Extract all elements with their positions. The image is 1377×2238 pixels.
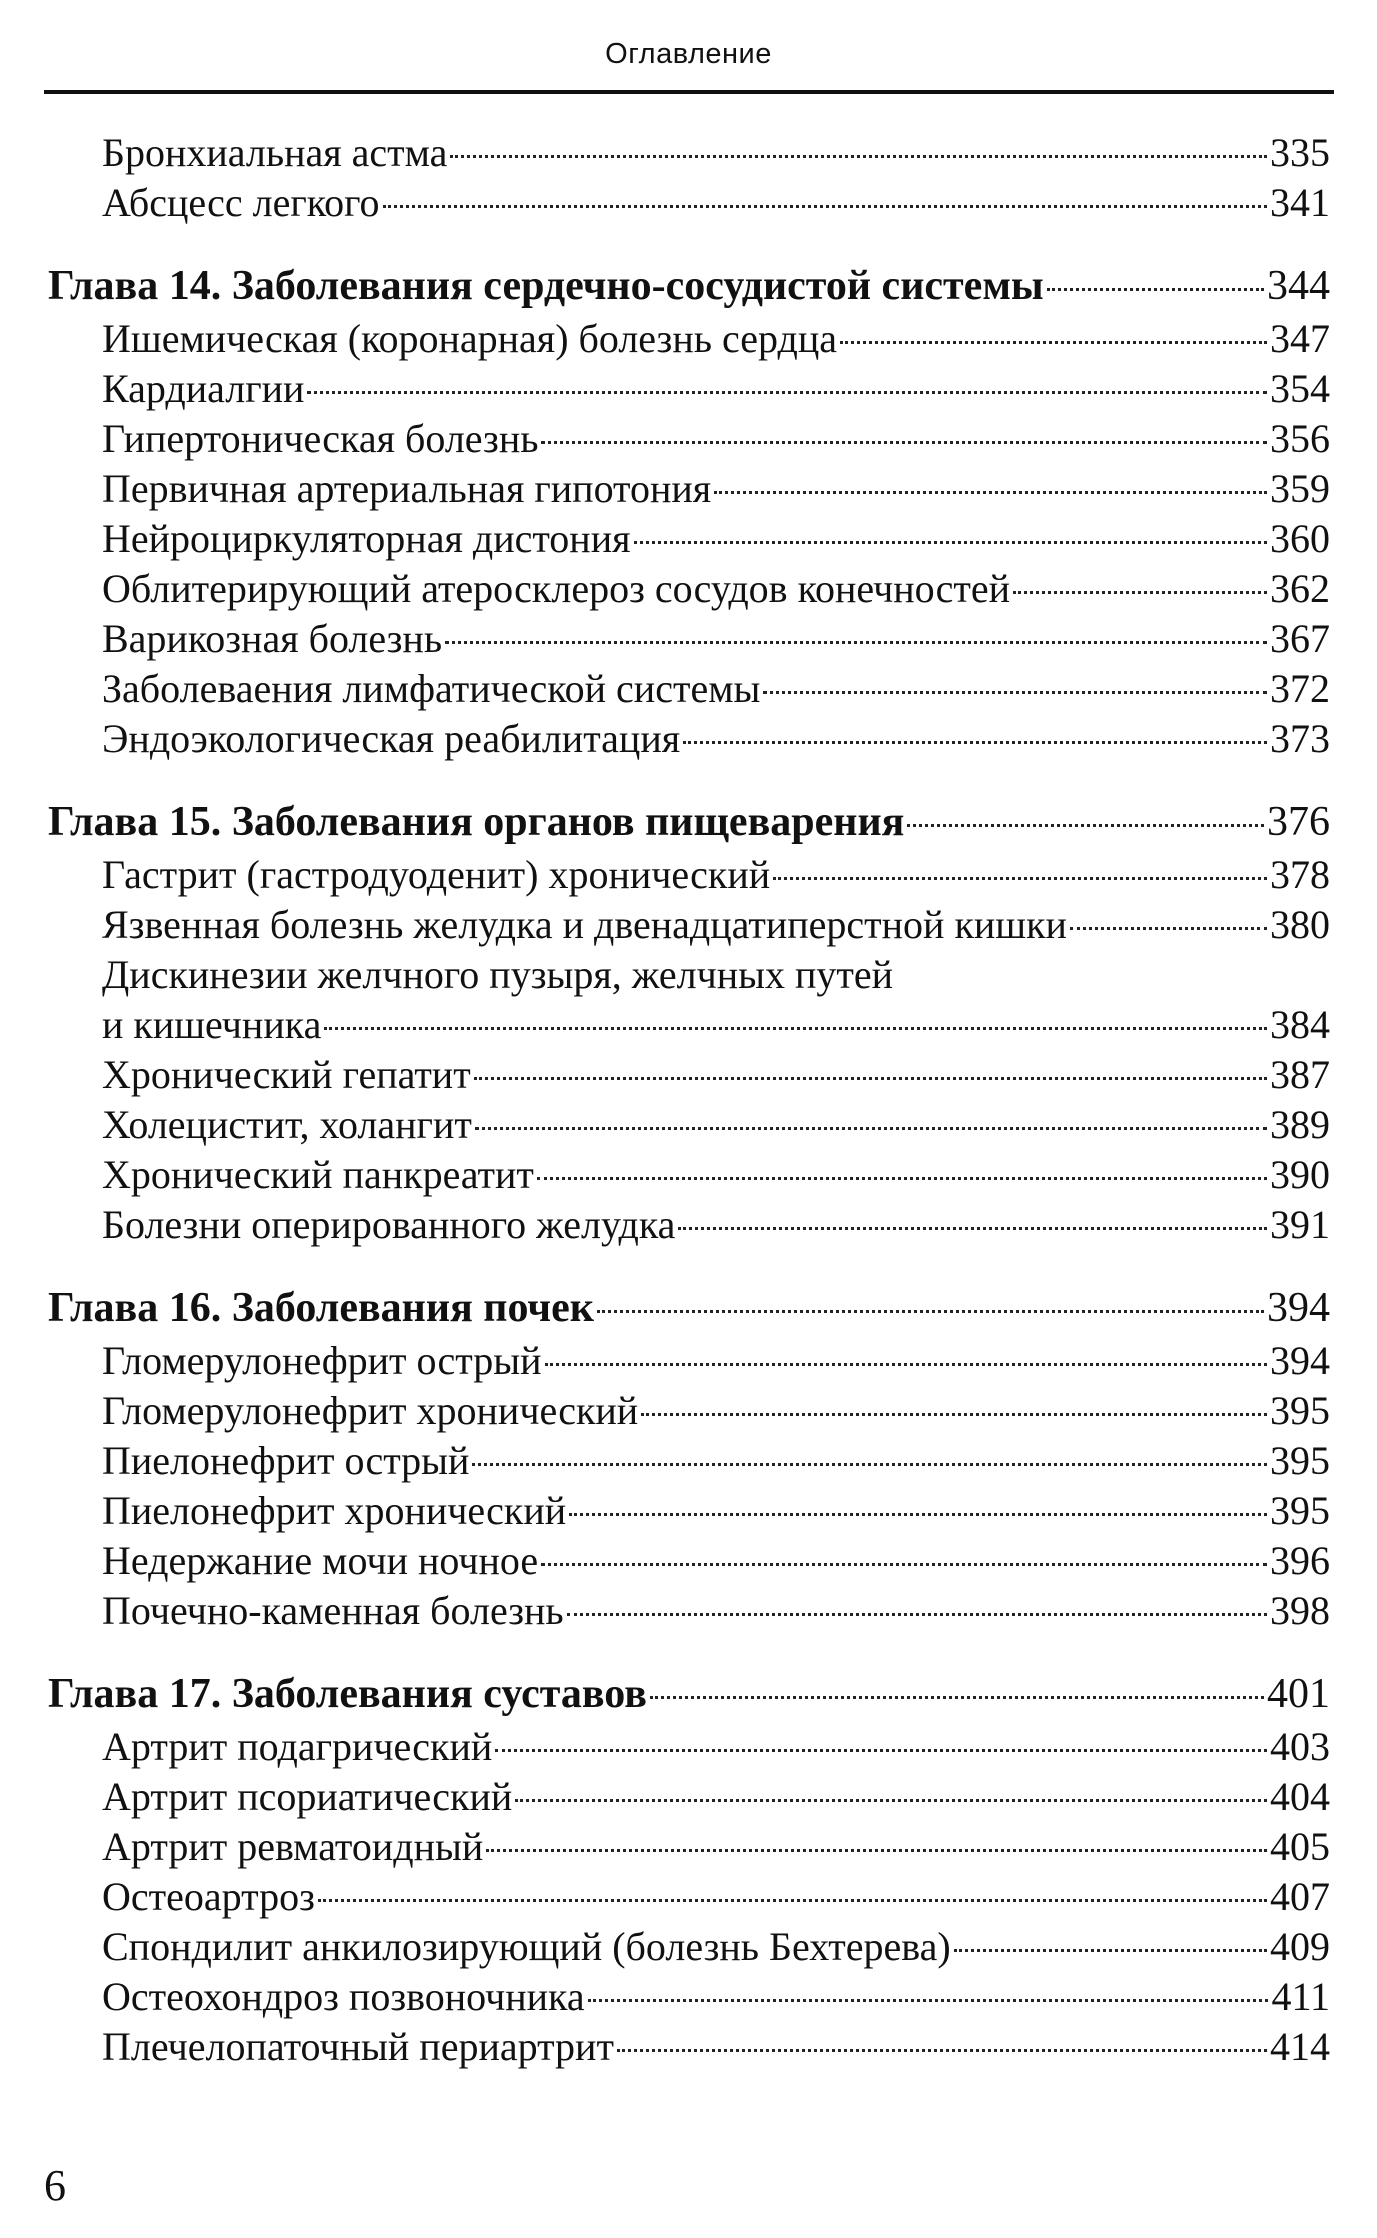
dot-leader xyxy=(683,741,1267,744)
table-of-contents xyxy=(48,128,1330,2072)
entry-title: Почечно-каменная болезнь xyxy=(102,1588,564,1633)
entry-page-number: 335 xyxy=(1270,130,1330,175)
entry-title-line1: Дискинезии желчного пузыря, желчных путей xyxy=(102,952,894,997)
toc-entry[interactable] xyxy=(48,1772,1330,1822)
toc-entry[interactable] xyxy=(48,1536,1330,1586)
toc-chapter xyxy=(48,128,1330,228)
toc-entry[interactable] xyxy=(48,664,1330,714)
dot-leader xyxy=(954,1949,1267,1952)
toc-entry[interactable] xyxy=(48,1200,1330,1250)
toc-entry[interactable] xyxy=(48,1050,1330,1100)
entry-title: Спондилит анкилозирующий (болезнь Бехтерева) xyxy=(102,1924,951,1969)
entry-title: Варикозная болезнь xyxy=(102,616,443,661)
dot-leader xyxy=(537,1177,1267,1180)
entry-title: Бронхиальная астма xyxy=(102,130,448,175)
entry-title: Заболеваения лимфатической системы xyxy=(102,666,761,711)
entry-page-number: 347 xyxy=(1270,316,1330,361)
entry-title: Плечелопаточный периартрит xyxy=(102,2024,614,2069)
page-number: 6 xyxy=(44,2161,66,2210)
entry-title: Остеоартроз xyxy=(102,1874,315,1919)
toc-entry[interactable] xyxy=(48,128,1330,178)
entry-page-number: 409 xyxy=(1270,1924,1330,1969)
entry-title: Артрит псориатический xyxy=(102,1774,513,1819)
dot-leader xyxy=(445,641,1267,644)
entry-title: Болезни оперированного желудка xyxy=(102,1202,676,1247)
entry-page-number: 398 xyxy=(1270,1588,1330,1633)
dot-leader xyxy=(541,1563,1267,1566)
entry-title: Кардиалгии xyxy=(102,366,305,411)
entry-page-number: 396 xyxy=(1270,1538,1330,1583)
dot-leader xyxy=(907,824,1264,827)
dot-leader xyxy=(840,341,1267,344)
toc-entry[interactable] xyxy=(48,1722,1330,1772)
toc-entry[interactable] xyxy=(48,900,1330,950)
dot-leader xyxy=(678,1227,1267,1230)
chapter-title: Глава 15. Заболевания органов пищеварения xyxy=(48,799,905,845)
entry-page-number: 362 xyxy=(1270,566,1330,611)
dot-leader xyxy=(450,155,1267,158)
entry-page-number: 407 xyxy=(1270,1874,1330,1919)
toc-entry[interactable] xyxy=(48,1922,1330,1972)
entry-title: Первичная артериальная гипотония xyxy=(102,466,712,511)
toc-entry[interactable] xyxy=(48,364,1330,414)
header-rule xyxy=(44,90,1334,94)
entry-title: Хронический гепатит xyxy=(102,1052,471,1097)
entry-page-number: 354 xyxy=(1270,366,1330,411)
toc-entry[interactable] xyxy=(48,1822,1330,1872)
dot-leader xyxy=(569,1513,1267,1516)
entry-page-number: 373 xyxy=(1270,716,1330,761)
toc-entry[interactable] xyxy=(48,1486,1330,1536)
dot-leader xyxy=(545,1363,1267,1366)
toc-entry[interactable] xyxy=(48,1336,1330,1386)
chapter-page-number: 376 xyxy=(1267,799,1330,845)
dot-leader xyxy=(474,1077,1267,1080)
dot-leader xyxy=(324,1027,1267,1030)
toc-entry[interactable] xyxy=(48,1150,1330,1200)
chapter-title: Глава 17. Заболевания суставов xyxy=(48,1671,647,1717)
entry-page-number: 395 xyxy=(1270,1488,1330,1533)
dot-leader xyxy=(1047,288,1264,291)
dot-leader xyxy=(475,1127,1267,1130)
toc-entry[interactable] xyxy=(48,178,1330,228)
dot-leader xyxy=(495,1749,1267,1752)
dot-leader xyxy=(588,1999,1269,2002)
toc-entry[interactable] xyxy=(48,714,1330,764)
entry-title: Гастрит (гастродуоденит) хронический xyxy=(102,852,771,897)
entry-title: Пиелонефрит хронический xyxy=(102,1488,567,1533)
dot-leader xyxy=(597,1310,1264,1313)
toc-entry[interactable] xyxy=(48,1436,1330,1486)
dot-leader xyxy=(567,1613,1267,1616)
entry-page-number: 414 xyxy=(1270,2024,1330,2069)
entry-title: Нейроциркуляторная дистония xyxy=(102,516,631,561)
entry-title: Язвенная болезнь желудка и двенадцатиперстной кишки xyxy=(102,902,1067,947)
entry-page-number: 411 xyxy=(1271,1974,1330,2019)
entry-page-number: 387 xyxy=(1270,1052,1330,1097)
toc-entry[interactable] xyxy=(48,2022,1330,2072)
dot-leader xyxy=(1013,591,1267,594)
entry-page-number: 378 xyxy=(1270,852,1330,897)
dot-leader xyxy=(650,1696,1264,1699)
running-head: Оглавление xyxy=(605,38,772,70)
entry-title: Ишемическая (коронарная) болезнь сердца xyxy=(102,316,837,361)
entry-title: Артрит подагрический xyxy=(102,1724,493,1769)
dot-leader xyxy=(515,1799,1267,1802)
toc-entry[interactable] xyxy=(48,414,1330,464)
entry-page-number: 394 xyxy=(1270,1338,1330,1383)
chapter-page-number: 401 xyxy=(1267,1671,1330,1717)
entry-title: и кишечника xyxy=(102,1002,322,1047)
chapter-page-number: 344 xyxy=(1267,263,1330,309)
dot-leader xyxy=(472,1463,1267,1466)
entry-title: Гипертоническая болезнь xyxy=(102,416,539,461)
entry-page-number: 359 xyxy=(1270,466,1330,511)
entry-page-number: 356 xyxy=(1270,416,1330,461)
entry-page-number: 403 xyxy=(1270,1724,1330,1769)
entry-page-number: 405 xyxy=(1270,1824,1330,1869)
toc-entry[interactable] xyxy=(48,1872,1330,1922)
entry-title: Хронический панкреатит xyxy=(102,1152,534,1197)
dot-leader xyxy=(541,441,1267,444)
entry-title: Остеохондроз позвоночника xyxy=(102,1974,585,2019)
dot-leader xyxy=(714,491,1267,494)
dot-leader xyxy=(617,2049,1267,2052)
entry-title: Абсцесс легкого xyxy=(102,180,380,225)
entry-page-number: 395 xyxy=(1270,1438,1330,1483)
toc-entry[interactable] xyxy=(48,1100,1330,1150)
toc-chapter xyxy=(48,1280,1330,1636)
entry-title: Холецистит, холангит xyxy=(102,1102,472,1147)
dot-leader xyxy=(486,1849,1267,1852)
chapter-title: Глава 16. Заболевания почек xyxy=(48,1285,594,1331)
entry-page-number: 367 xyxy=(1270,616,1330,661)
toc-entry[interactable] xyxy=(48,1000,1330,1050)
entry-title: Гломерулонефрит острый xyxy=(102,1338,542,1383)
entry-page-number: 395 xyxy=(1270,1388,1330,1433)
entry-title: Недержание мочи ночное xyxy=(102,1538,539,1583)
toc-entry-line xyxy=(48,950,1330,1000)
entry-page-number: 404 xyxy=(1270,1774,1330,1819)
entry-page-number: 380 xyxy=(1270,902,1330,947)
entry-page-number: 372 xyxy=(1270,666,1330,711)
toc-chapter xyxy=(48,794,1330,1250)
dot-leader xyxy=(307,391,1267,394)
toc-entry[interactable] xyxy=(48,850,1330,900)
entry-title: Гломерулонефрит хронический xyxy=(102,1388,639,1433)
toc-entry[interactable] xyxy=(48,1972,1330,2022)
toc-entry[interactable] xyxy=(48,1386,1330,1436)
toc-chapter xyxy=(48,1666,1330,2072)
toc-chapter-heading[interactable] xyxy=(48,1280,1330,1336)
entry-title: Эндоэкологическая реабилитация xyxy=(102,716,681,761)
toc-entry[interactable] xyxy=(48,1586,1330,1636)
entry-page-number: 391 xyxy=(1270,1202,1330,1247)
toc-entry[interactable] xyxy=(48,464,1330,514)
chapter-title: Глава 14. Заболевания сердечно-сосудистой системы xyxy=(48,263,1044,309)
entry-page-number: 360 xyxy=(1270,516,1330,561)
entry-title: Пиелонефрит острый xyxy=(102,1438,470,1483)
dot-leader xyxy=(773,877,1267,880)
entry-page-number: 384 xyxy=(1270,1002,1330,1047)
chapter-page-number: 394 xyxy=(1267,1285,1330,1331)
dot-leader xyxy=(641,1413,1267,1416)
toc-entry[interactable] xyxy=(48,514,1330,564)
toc-entry[interactable] xyxy=(48,614,1330,664)
entry-page-number: 341 xyxy=(1270,180,1330,225)
toc-chapter-heading[interactable] xyxy=(48,1666,1330,1722)
toc-chapter-heading[interactable] xyxy=(48,794,1330,850)
dot-leader xyxy=(763,691,1267,694)
toc-chapter-heading[interactable] xyxy=(48,258,1330,314)
entry-title: Артрит ревматоидный xyxy=(102,1824,484,1869)
entry-title: Облитерирующий атеросклероз сосудов конечностей xyxy=(102,566,1011,611)
entry-page-number: 390 xyxy=(1270,1152,1330,1197)
dot-leader xyxy=(634,541,1267,544)
entry-page-number: 389 xyxy=(1270,1102,1330,1147)
toc-chapter xyxy=(48,258,1330,764)
toc-entry[interactable] xyxy=(48,564,1330,614)
dot-leader xyxy=(383,205,1267,208)
dot-leader xyxy=(1070,927,1267,930)
dot-leader xyxy=(318,1899,1267,1902)
toc-entry[interactable] xyxy=(48,314,1330,364)
